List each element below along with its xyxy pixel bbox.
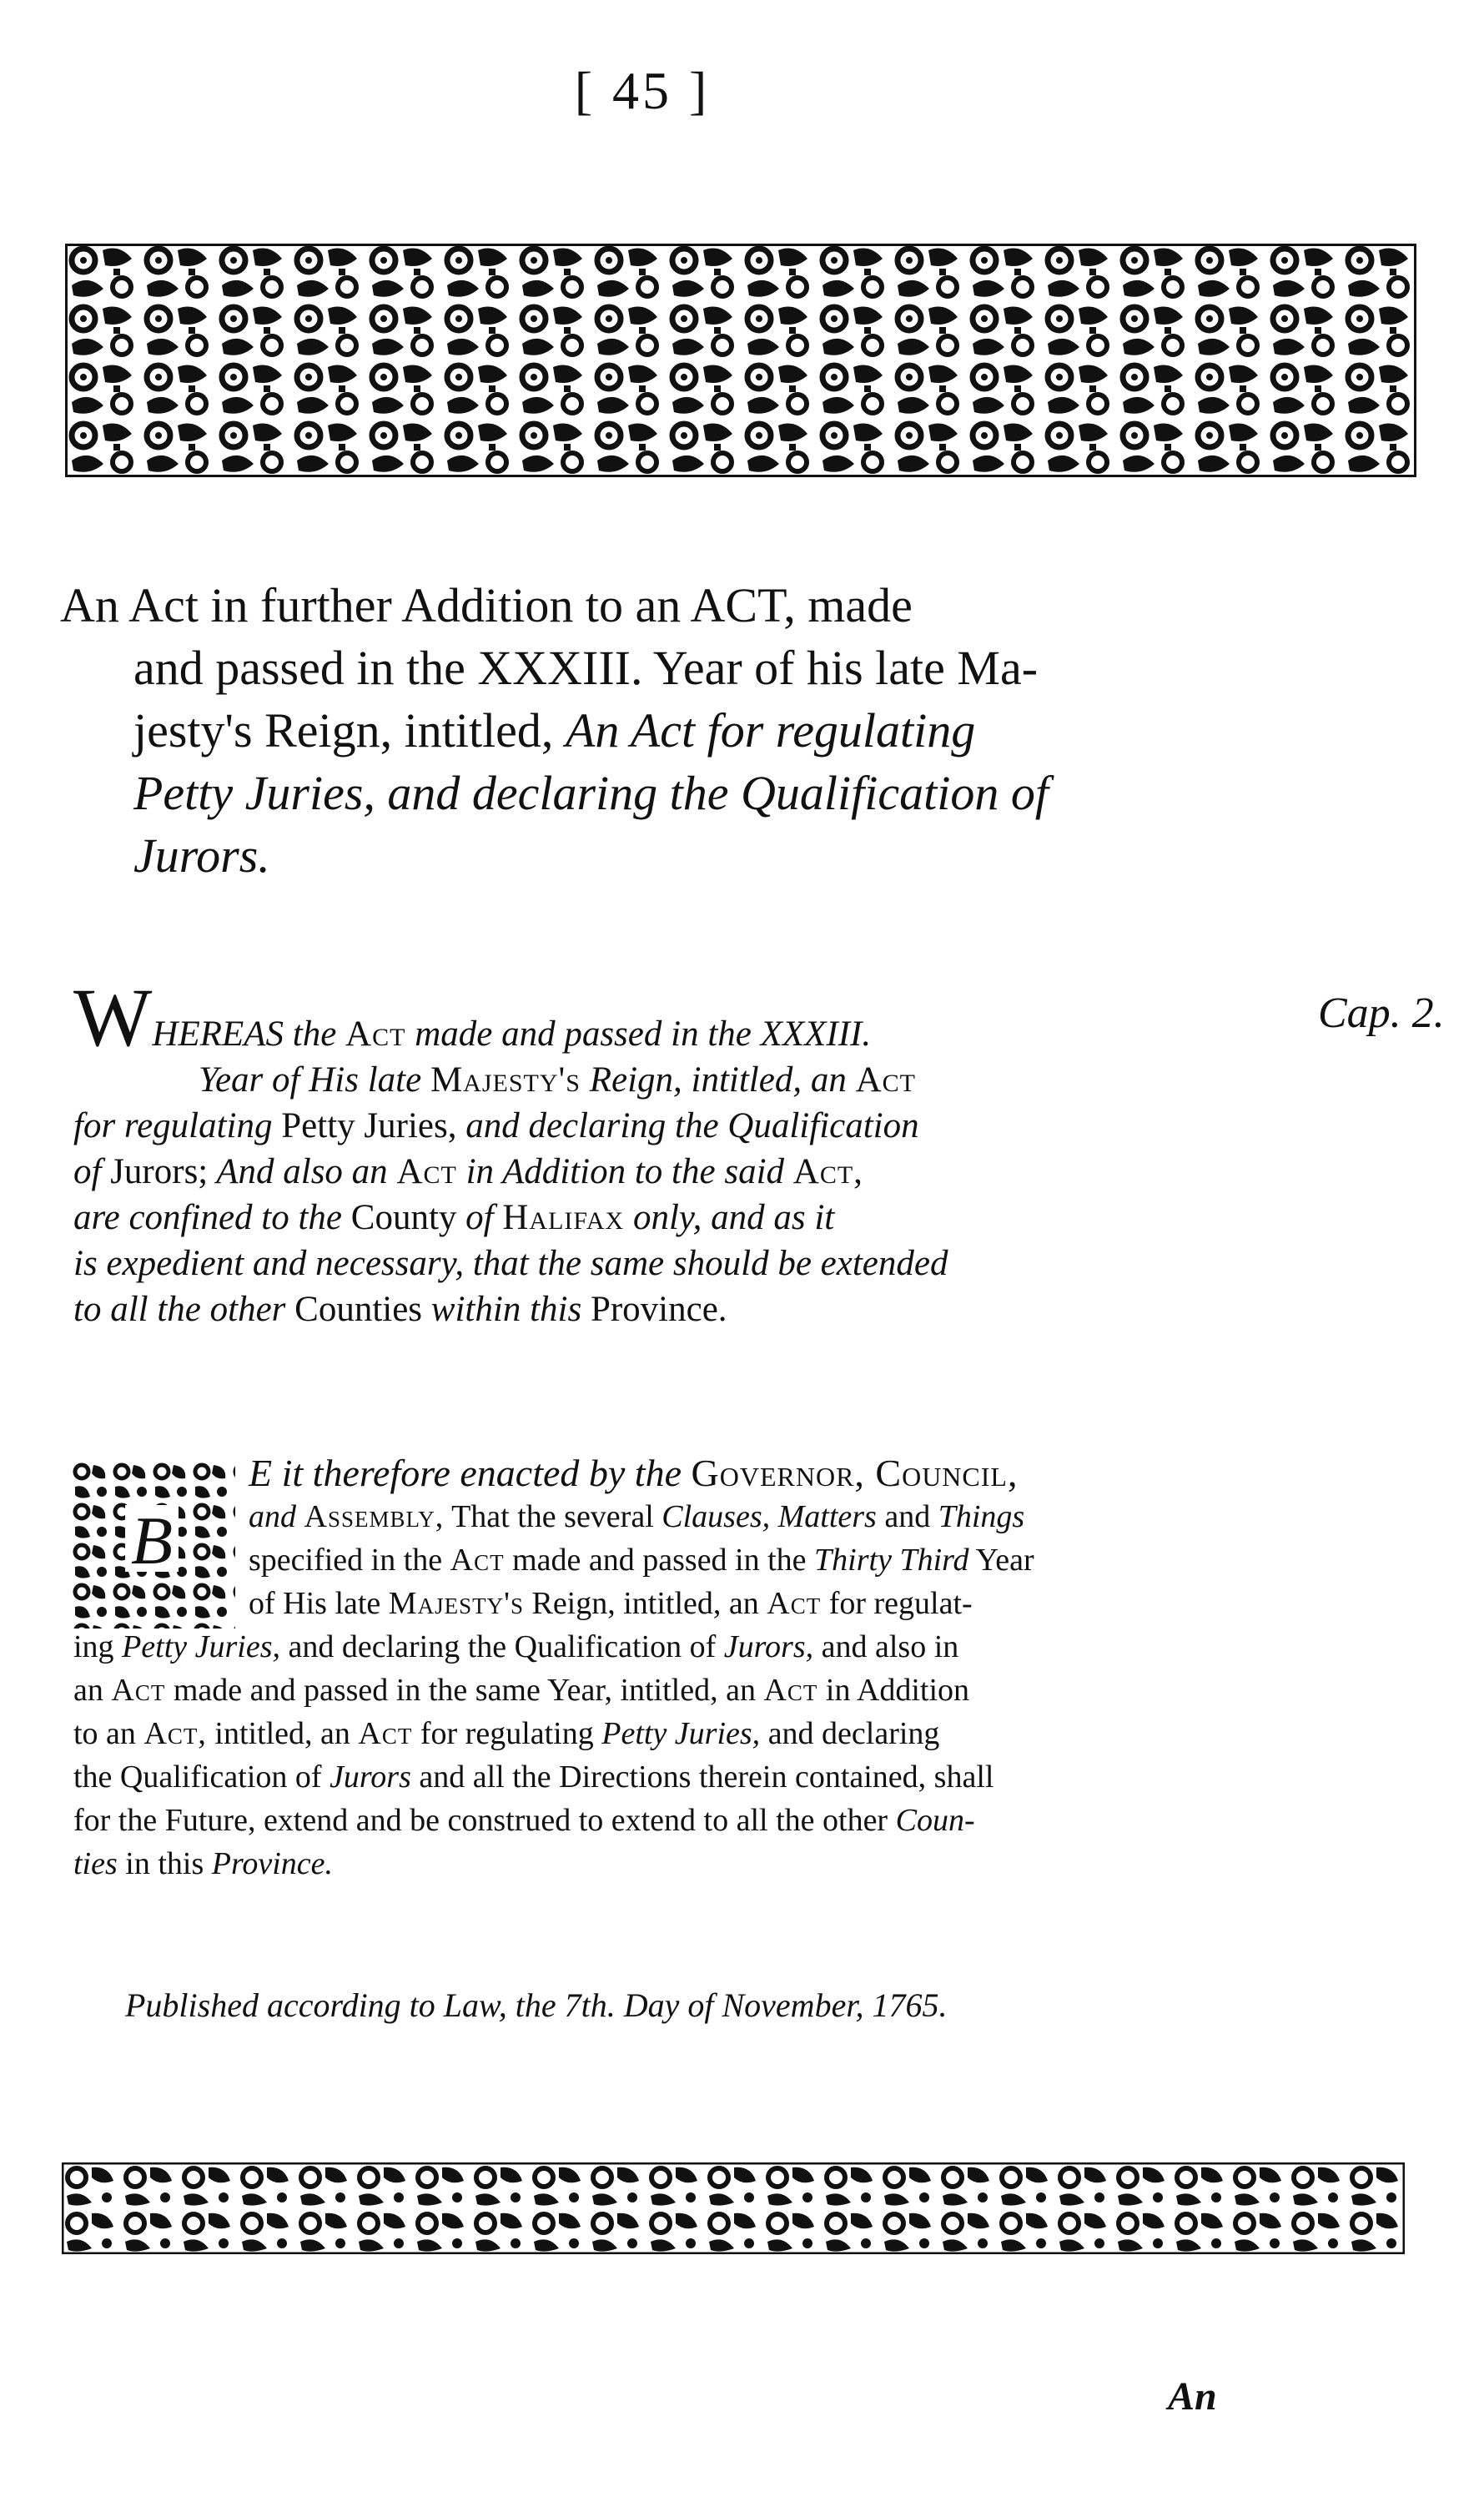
title-line-5: Jurors. — [133, 828, 270, 883]
enacting-line: to an Act, intitled, an Act for regulating Petty Juries, and declaring — [73, 1716, 940, 1751]
page-number: [ 45 ] — [574, 61, 711, 120]
preamble-line: are confined to the County of Halifax only, and as it — [73, 1198, 835, 1237]
preamble-line: WHEREAS the Act made and passed in the XXXIII. — [73, 971, 872, 1064]
enacting-line: ing Petty Juries, and declaring the Qualification of Jurors, and also in — [73, 1629, 959, 1664]
preamble-line: of Jurors; And also an Act in Addition to the said Act, — [73, 1152, 863, 1191]
headpiece-ornament — [65, 244, 1416, 477]
preamble-paragraph — [73, 971, 1258, 1332]
preamble-line: to all the other Counties within this Province. — [73, 1290, 727, 1329]
publication-note: Published according to Law, the 7th. Day of November, 1765. — [125, 1986, 948, 2024]
title-line-3: jesty's Reign, intitled, An Act for regulating — [133, 703, 976, 758]
preamble-line: is expedient and necessary, that the same should be extended — [73, 1244, 948, 1283]
enacting-line: of His late Majesty's Reign, intitled, an Act for regulat- — [249, 1586, 973, 1621]
title-line-4: Petty Juries, and declaring the Qualification of — [133, 766, 1049, 820]
enacting-paragraph — [73, 1452, 1258, 1885]
preamble-line: for regulating Petty Juries, and declaring the Qualification — [73, 1106, 919, 1145]
enacting-line: ties in this Province. — [73, 1846, 333, 1881]
enacting-line: an Act made and passed in the same Year, intitled, an Act in Addition — [73, 1673, 969, 1708]
title-line-2: and passed in the XXXIII. Year of his late Ma- — [133, 641, 1039, 695]
preamble-line: Year of His late Majesty's Reign, intitled, an Act — [199, 1060, 916, 1100]
enacting-line: E it therefore enacted by the Governor, Council, — [249, 1452, 1019, 1494]
tailpiece-ornament — [62, 2162, 1405, 2254]
title-line-1: An Act in further Addition to an ACT, made — [60, 578, 913, 632]
enacting-line: specified in the Act made and passed in the Thirty Third Year — [249, 1543, 1034, 1578]
margin-note: Cap. 2. — [1318, 989, 1445, 1037]
svg-text:B: B — [130, 1503, 174, 1578]
enacting-line: the Qualification of Jurors and all the Directions therein contained, shall — [73, 1759, 994, 1795]
act-title — [60, 574, 1311, 887]
catchword: An — [1168, 2374, 1217, 2419]
enacting-line: for the Future, extend and be construed to extend to all the other Coun- — [73, 1803, 975, 1838]
enacting-line: and Assembly, That the several Clauses, Matters and Things — [249, 1499, 1025, 1534]
drop-cap: W — [73, 971, 153, 1064]
